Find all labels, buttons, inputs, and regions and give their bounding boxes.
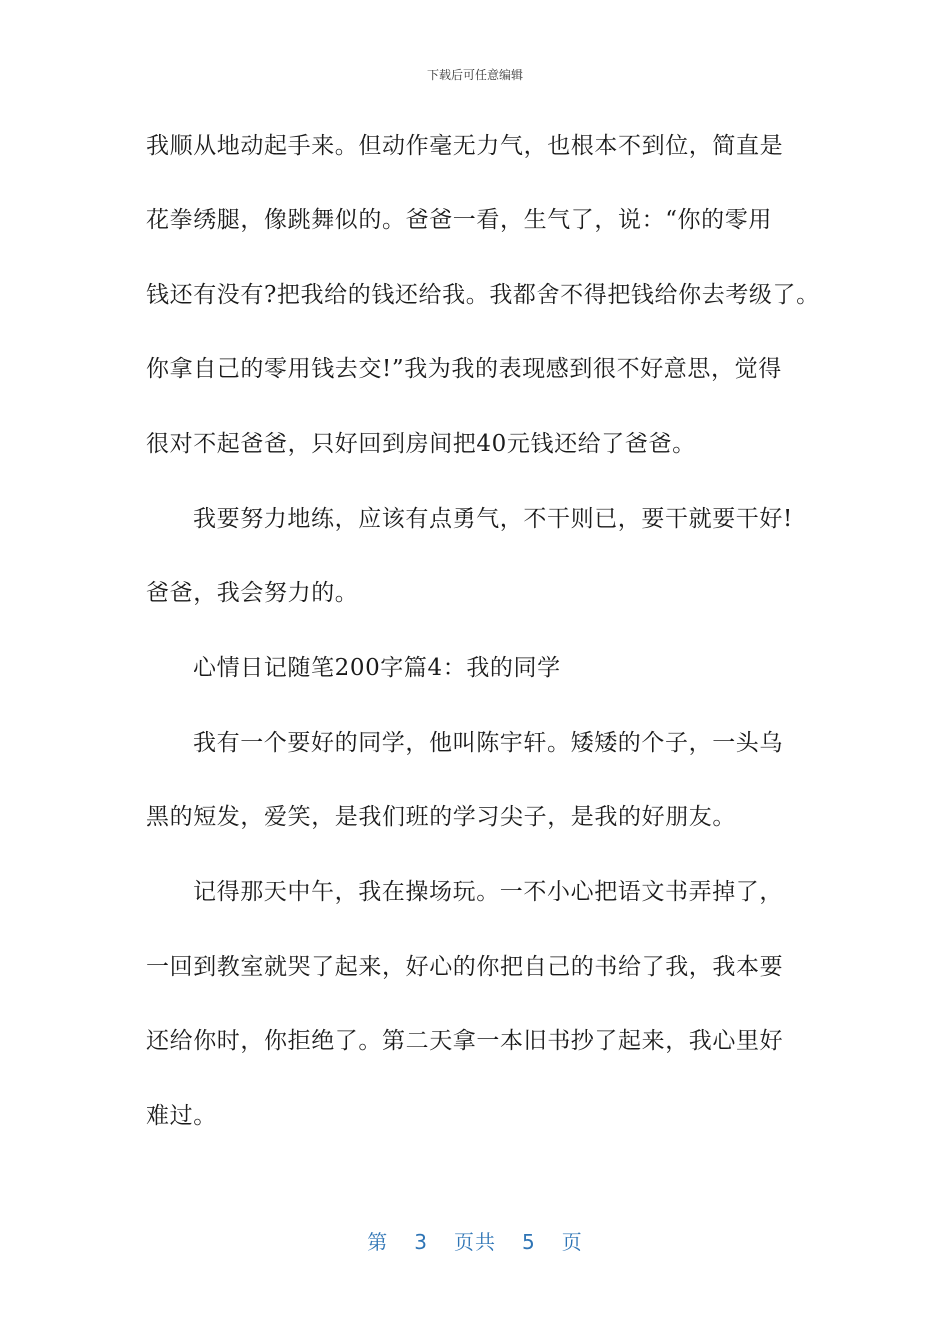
paragraph-line: 难过。 <box>146 1103 217 1129</box>
paragraph-line: 你拿自己的零用钱去交!”我为我的表现感到很不好意思，觉得 <box>146 356 782 382</box>
paragraph-line: 一回到教室就哭了起来，好心的你把自己的书给了我，我本要 <box>146 954 784 980</box>
page-footer <box>0 1226 950 1255</box>
paragraph-line: 我顺从地动起手来。但动作毫无力气，也根本不到位，简直是 <box>146 133 784 159</box>
paragraph-line: 我有一个要好的同学，他叫陈宇轩。矮矮的个子，一头乌 <box>193 730 783 756</box>
section-heading: 心情日记随笔200字篇4：我的同学 <box>193 655 561 681</box>
header-note: 下载后可任意编辑 <box>426 68 523 82</box>
paragraph-line: 黑的短发，爱笑，是我们班的学习尖子，是我的好朋友。 <box>146 804 736 830</box>
page-label-mid: 页共 <box>454 1230 496 1254</box>
paragraph-line: 钱还有没有?把我给的钱还给我。我都舍不得把钱给你去考级了。 <box>146 282 820 308</box>
page-label-suffix: 页 <box>561 1230 583 1254</box>
paragraph-line: 记得那天中午，我在操场玩。一不小心把语文书弄掉了， <box>193 879 783 905</box>
paragraph-line: 爸爸，我会努力的。 <box>146 580 359 606</box>
page-current: 3 <box>414 1230 428 1254</box>
page-total: 5 <box>522 1230 536 1254</box>
paragraph-line: 我要努力地练，应该有点勇气，不干则已，要干就要干好! <box>193 506 793 532</box>
paragraph-line: 很对不起爸爸，只好回到房间把40元钱还给了爸爸。 <box>146 431 696 457</box>
paragraph-line: 花拳绣腿，像跳舞似的。爸爸一看，生气了，说：“你的零用 <box>146 207 772 233</box>
page-label-prefix: 第 <box>367 1230 389 1254</box>
paragraph-line: 还给你时，你拒绝了。第二天拿一本旧书抄了起来，我心里好 <box>146 1028 784 1054</box>
